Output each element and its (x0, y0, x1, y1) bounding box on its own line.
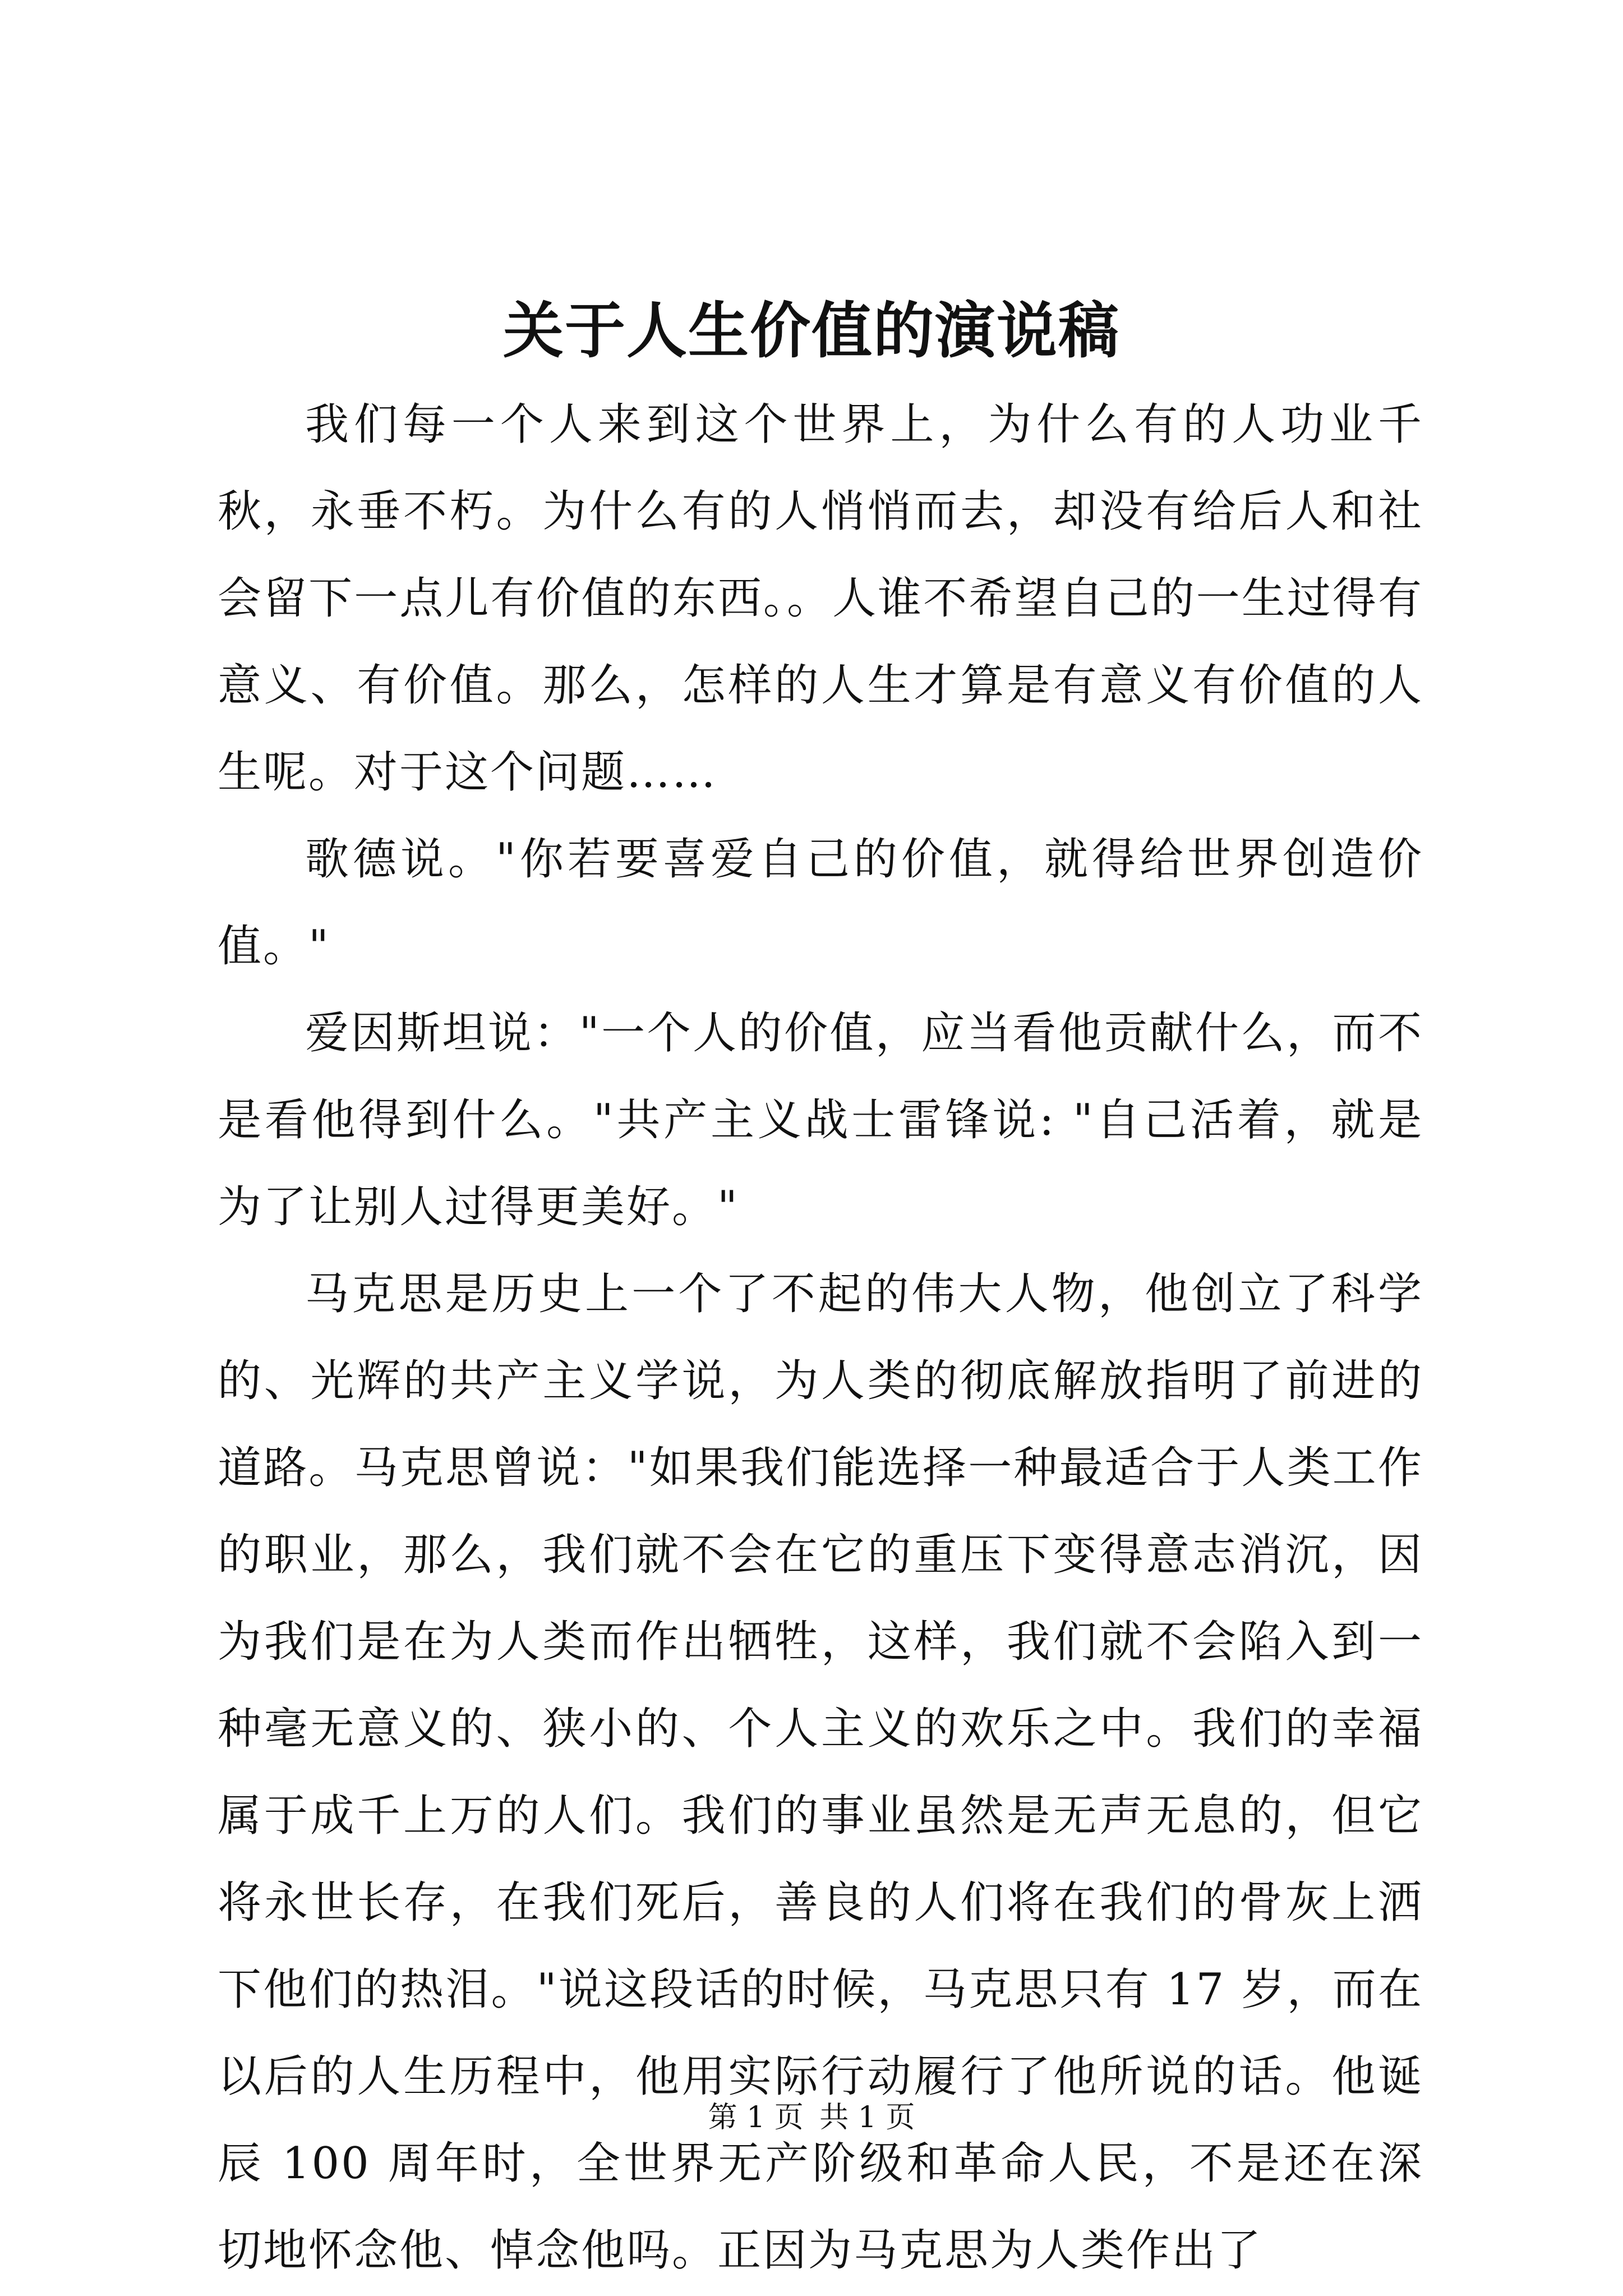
paragraph-4: 马克思是历史上一个了不起的伟大人物，他创立了科学的、光辉的共产主义学说，为人类的彻底解放指明了前进的道路。马克思曾说："如果我们能选择一种最适合于人类工作的职业，那么，我们就不会在它的重压下变得意志消沉，因为我们是在为人类而作出牺牲，这样，我们就不会陷入到一种毫无意义的、狭小的、个人主义的欢乐之中。我们的幸福属于成千上万的人们。我们的事业虽然是无声无息的，但它将永世长存，在我们死后，善良的人们将在我们的骨灰上洒下他们的热泪。"说这段话的时候，马克思只有 17 岁，而在以后的人生历程中，他用实际行动履行了他所说的话。他诞辰 100 周年时，全世界无产阶级和革命人民，不是还在深切地怀念他、悼念他吗。正因为马克思为人类作出了 (218, 1269, 1423, 2276)
paragraph-2: 歌德说。"你若要喜爱自己的价值，就得给世界创造价值。" (218, 834, 1423, 972)
page-number: 第 1 页 (708, 2101, 804, 2134)
document-title: 关于人生价值的演说稿 (502, 296, 1120, 366)
page-total: 共 1 页 (819, 2101, 915, 2134)
document-body (218, 381, 1423, 2294)
paragraph-3: 爱因斯坦说："一个人的价值，应当看他贡献什么，而不是看他得到什么。"共产主义战士雷锋说: "自己活着，就是为了让别人过得更美好。" (218, 1008, 1423, 1232)
page-footer (0, 2098, 1623, 2137)
paragraph-1: 我们每一个人来到这个世界上，为什么有的人功业千秋，永垂不朽。为什么有的人悄悄而去，却没有给后人和社会留下一点儿有价值的东西。。人谁不希望自己的一生过得有意义、有价值。那么，怎样的人生才算是有意义有价值的人生呢。对于这个问题…… (218, 399, 1423, 798)
